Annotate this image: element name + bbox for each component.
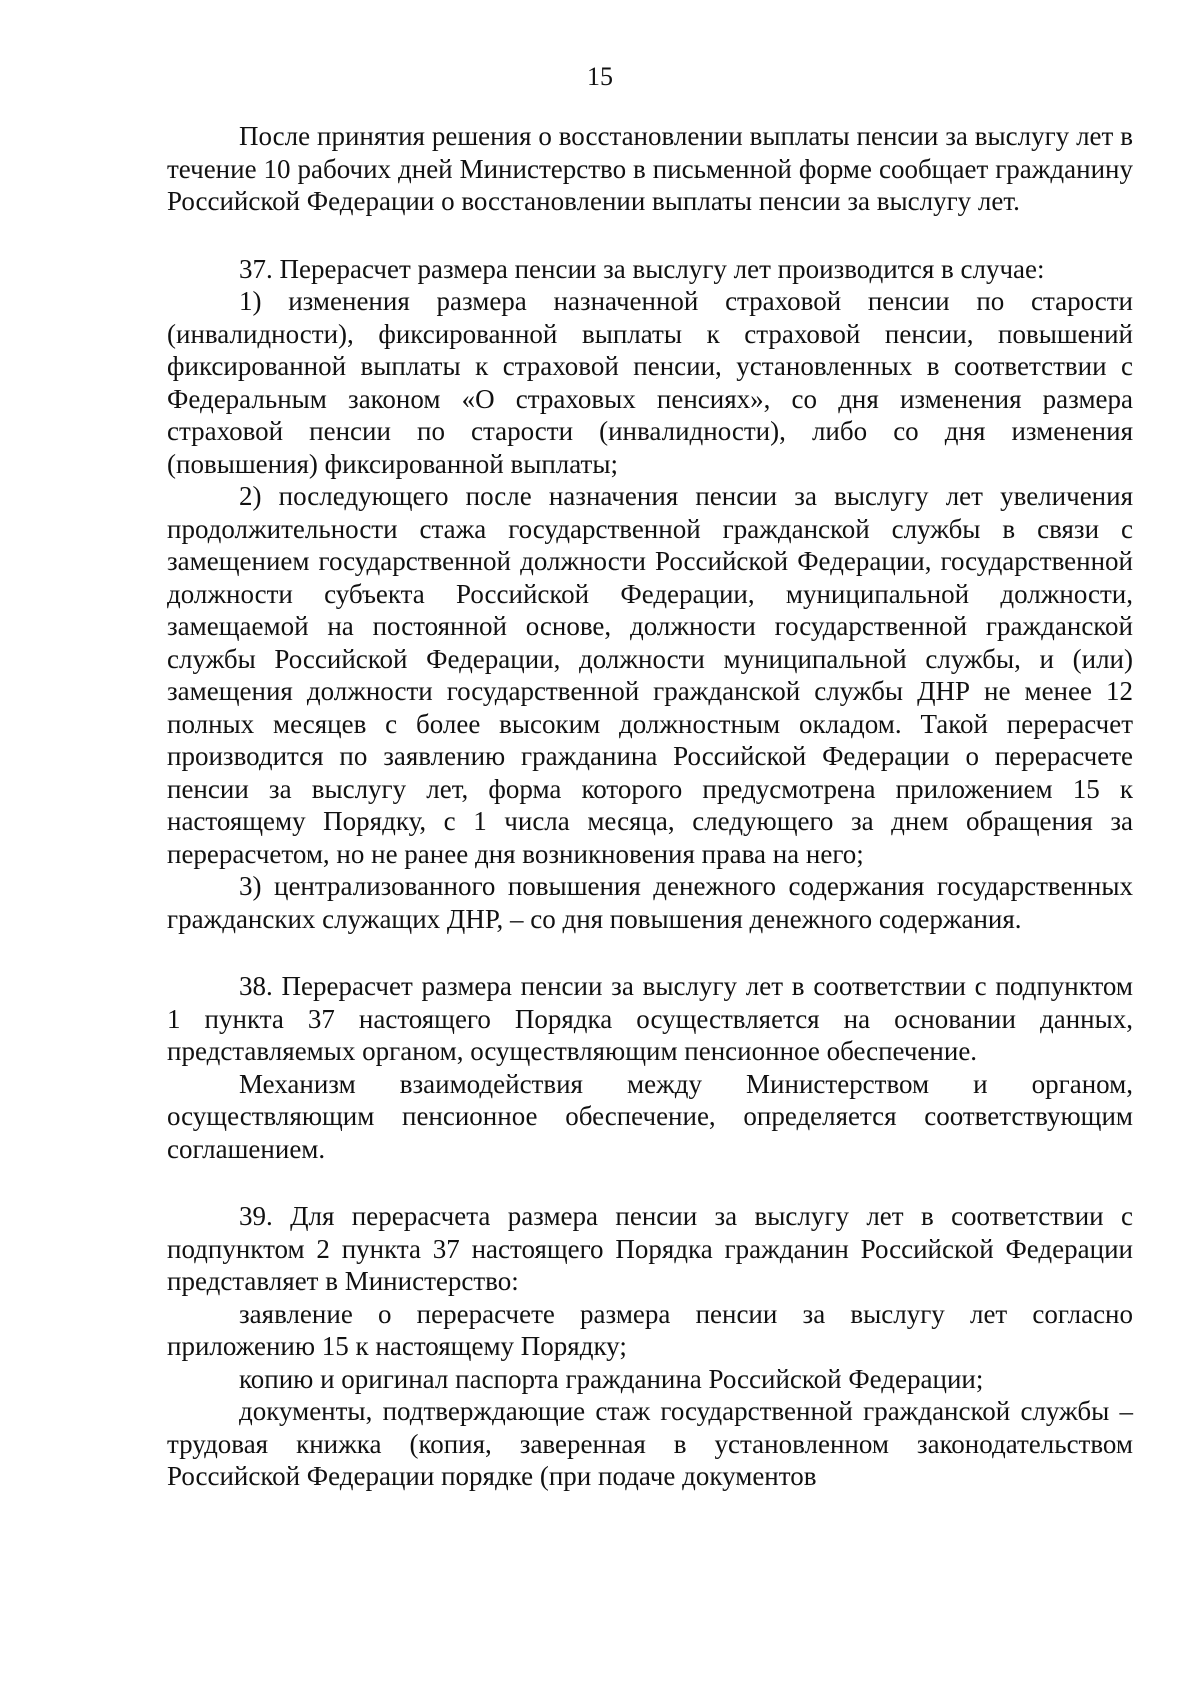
paragraph-37-item-2: 2) последующего после назначения пенсии за выслугу лет увеличения продолжительности стажа государственной гражданской службы в связи с замещением государственной должности Российской Федерации, государственной должности субъекта Российской Федерации, муниципальной должности, замещаемой на постоянной основе, должности государственной гражданской службы Российской Федерации, должности муниципальной службы, и (или) замещения должности государственной гражданской службы ДНР не менее 12 полных месяцев с более высоким должностным окладом. Такой перерасчет производится по заявлению гражданина Российской Федерации о перерасчете пенсии за выслугу лет, форма которого предусмотрена приложением 15 к настоящему Порядку, с 1 числа месяца, следующего за днем обращения за перерасчетом, но не ранее дня возникновения права на него; — [167, 481, 1133, 869]
paragraph-39-intro: 39. Для перерасчета размера пенсии за выслугу лет в соответствии с подпунктом 2 пункта 37 настоящего Порядка гражданин Российской Федерации представляет в Министерство: — [167, 1201, 1133, 1296]
paragraph-restoration-notice: После принятия решения о восстановлении выплаты пенсии за выслугу лет в течение 10 рабочих дней Министерство в письменной форме сообщает гражданину Российской Федерации о восстановлении выплаты пенсии за выслугу лет. — [167, 121, 1133, 216]
paragraph-37-item-1: 1) изменения размера назначенной страховой пенсии по старости (инвалидности), фиксированной выплаты к страховой пенсии, повышений фиксированной выплаты к страховой пенсии, установленных в соответствии с Федеральным законом «О страховых пенсиях», со дня изменения размера страховой пенсии по старости (инвалидности), либо со дня изменения (повышения) фиксированной выплаты; — [167, 286, 1133, 479]
paragraph-38: 38. Перерасчет размера пенсии за выслугу лет в соответствии с подпунктом 1 пункта 37 настоящего Порядка осуществляется на основании данных, представляемых органом, осуществляющим пенсионное обеспечение. — [167, 971, 1133, 1066]
paragraph-39-application: заявление о перерасчете размера пенсии за выслугу лет согласно приложению 15 к настоящему Порядку; — [167, 1298, 1133, 1361]
paragraph-39-documents: документы, подтверждающие стаж государственной гражданской службы – трудовая книжка (копия, заверенная в установленном законодательством Российской Федерации порядке (при подаче документов — [167, 1396, 1133, 1491]
paragraph-37-intro: 37. Перерасчет размера пенсии за выслугу лет производится в случае: — [239, 253, 1045, 284]
document-body — [167, 120, 1133, 1493]
paragraph-37-item-3: 3) централизованного повышения денежного содержания государственных гражданских служащих ДНР, – со дня повышения денежного содержания. — [167, 871, 1133, 934]
page-number: 15 — [587, 62, 613, 91]
paragraph-39-passport: копию и оригинал паспорта гражданина Российской Федерации; — [239, 1363, 984, 1394]
paragraph-38-mechanism: Механизм взаимодействия между Министерством и органом, осуществляющим пенсионное обеспечение, определяется соответствующим соглашением. — [167, 1068, 1133, 1164]
